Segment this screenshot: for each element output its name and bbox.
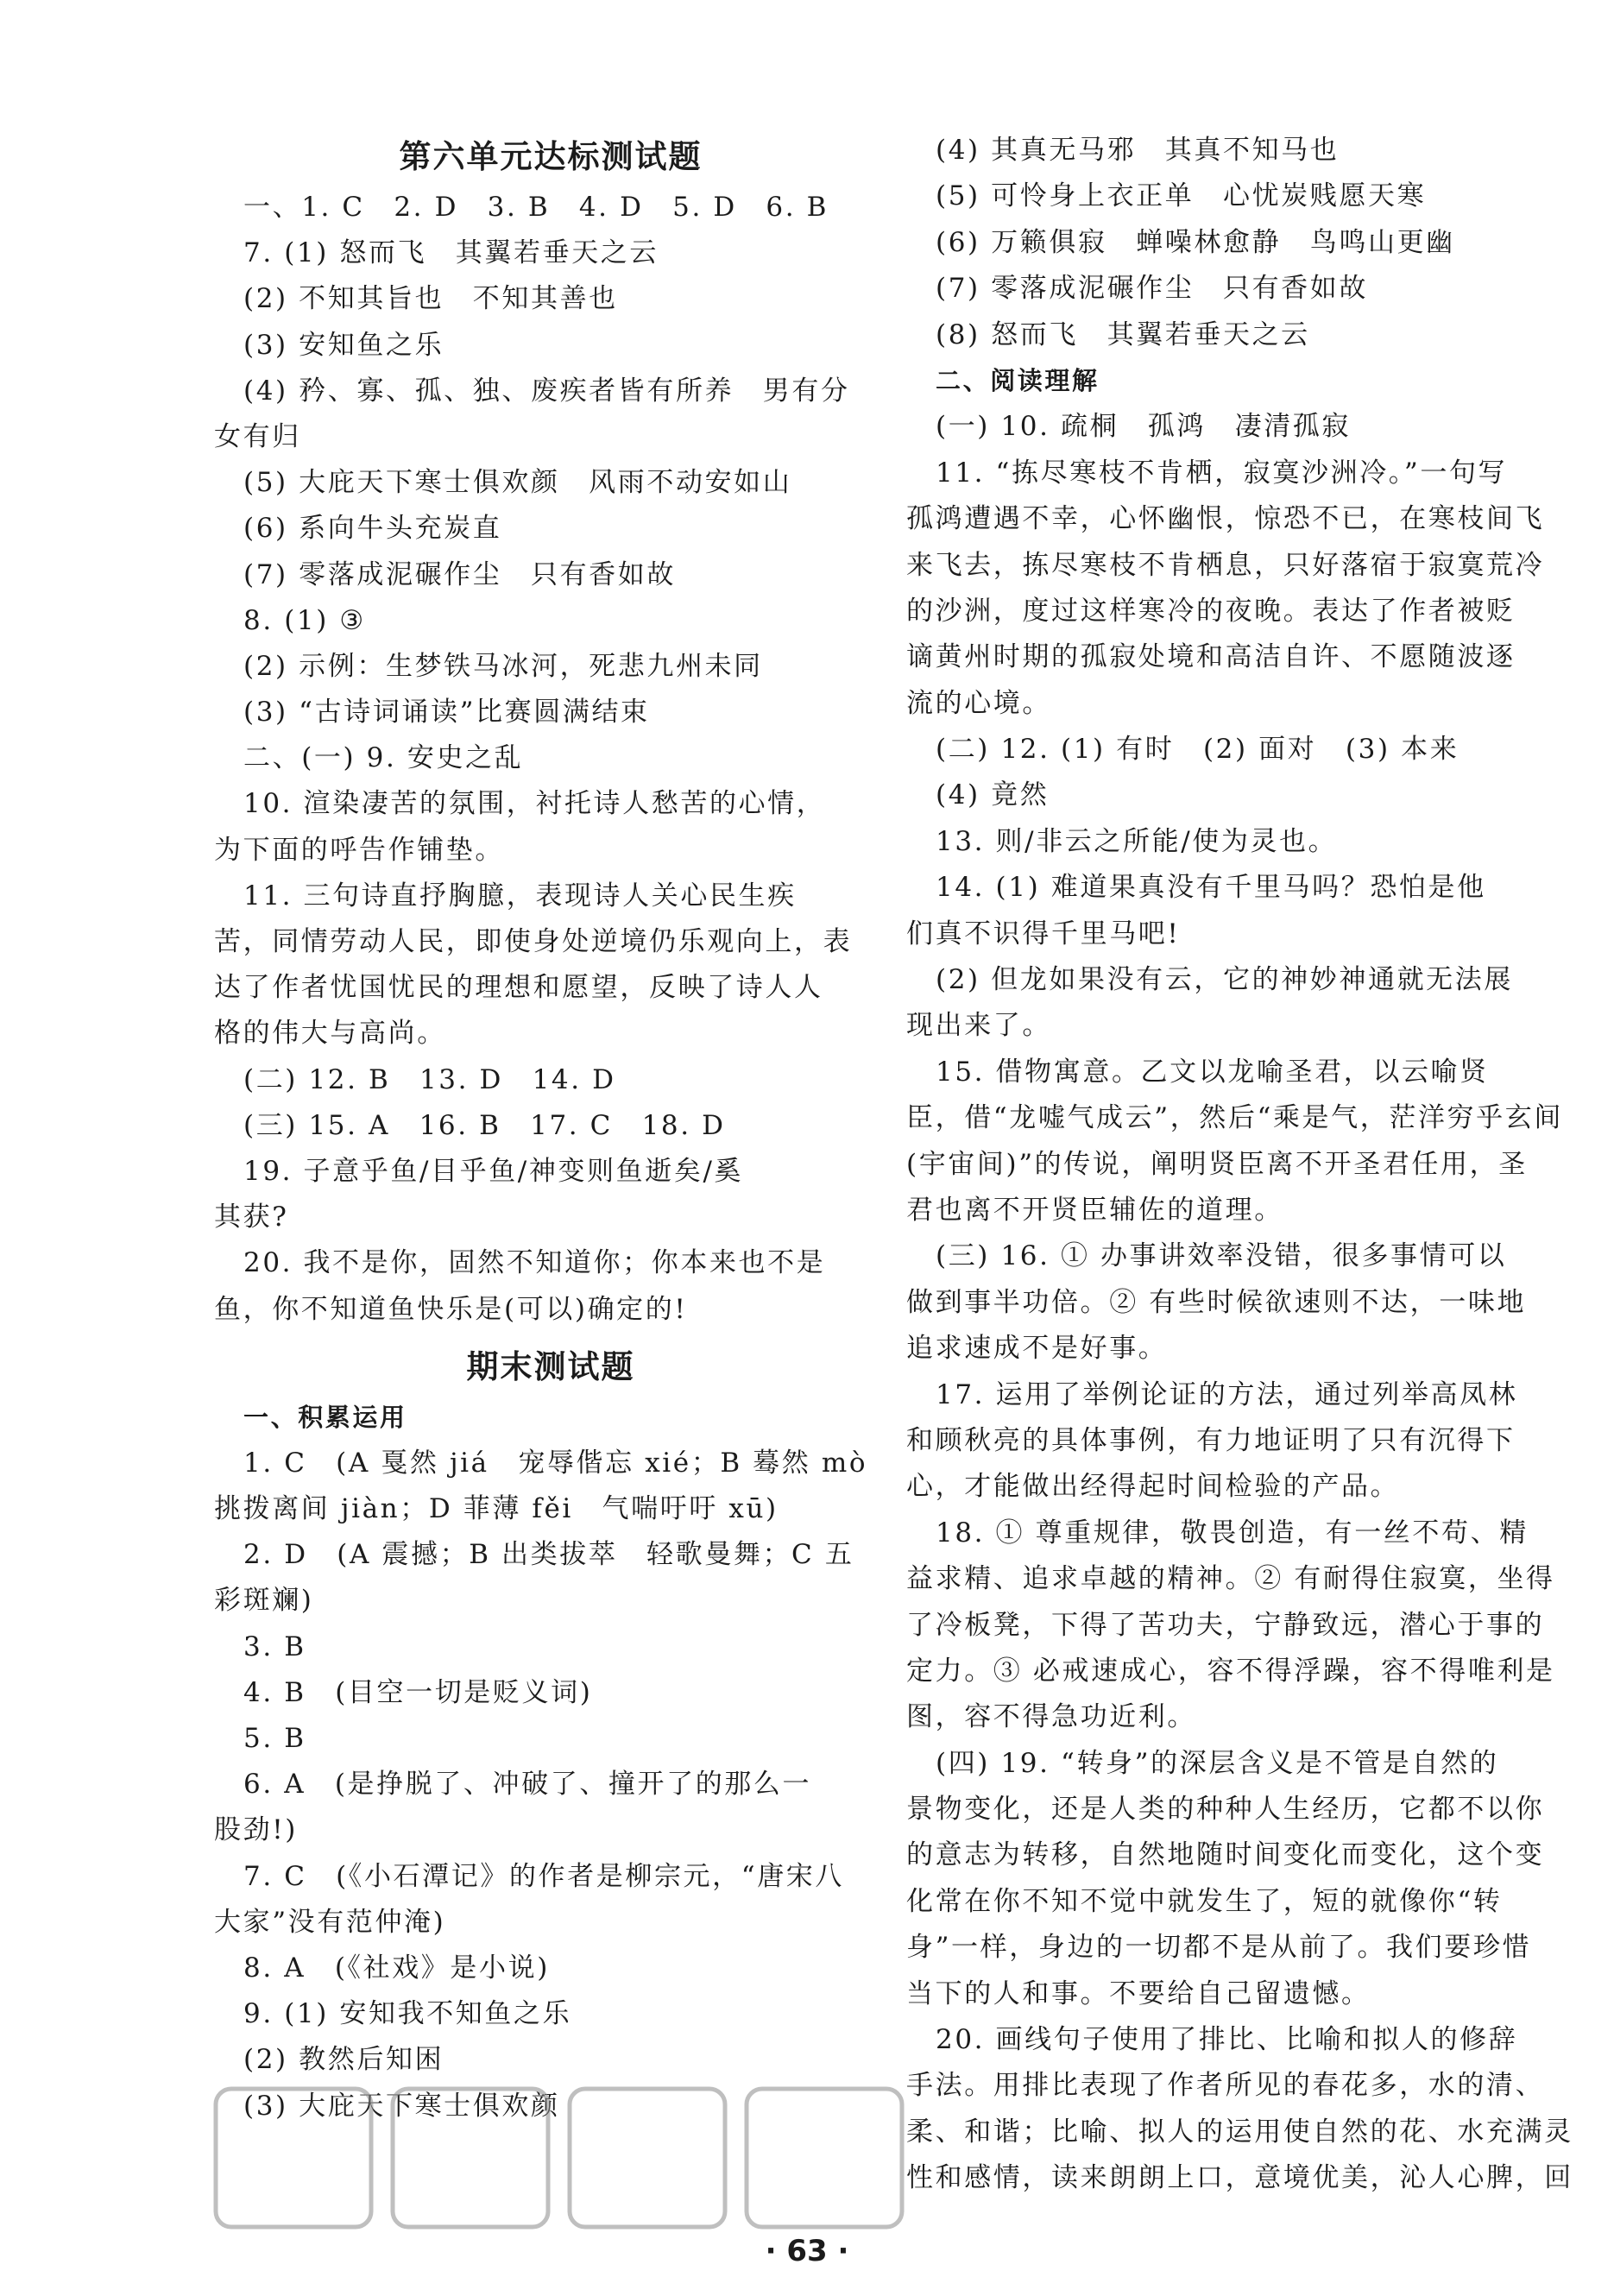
answer-line: 13. 则/非云之所能/使为灵也。 xyxy=(936,825,1338,857)
answer-line: 柔、和谐；比喻、拟人的运用使自然的花、水充满灵 xyxy=(906,2116,1573,2148)
answer-line: 11. 三句诗直抒胸臆，表现诗人关心民生疾 xyxy=(243,880,797,911)
answer-line: 心，才能做出经得起时间检验的产品。 xyxy=(906,1471,1400,1503)
answer-line: 2. D (A 震撼；B 出类拔萃 轻歌曼舞；C 五 xyxy=(243,1539,854,1571)
answer-line: 19. 子意乎鱼/目乎鱼/神变则鱼逝矣/奚 xyxy=(243,1155,744,1187)
answer-line: 10. 渲染凄苦的氛围，衬托诗人愁苦的心情， xyxy=(243,788,826,820)
answer-line: 身”一样，身边的一切都不是从前了。我们要珍惜 xyxy=(906,1932,1532,1964)
answer-line: 达了作者忧国忧民的理想和愿望，反映了诗人人 xyxy=(214,972,823,1004)
answer-line: (三) 16. ① 办事讲效率没错，很多事情可以 xyxy=(936,1240,1507,1272)
answer-line: (一) 10. 疏桐 孤鸿 凄清孤寂 xyxy=(936,411,1351,443)
answer-line: 谪黄州时期的孤寂处境和高洁自许、不愿随波逐 xyxy=(906,641,1516,673)
answer-line: 手法。用排比表现了作者所见的春花多，水的清、 xyxy=(906,2070,1545,2102)
answer-line: 8. A (《社戏》是小说) xyxy=(243,1952,550,1984)
answer-line: 1. C (A 戛然 jiá 宠辱偕忘 xié；B 蓦然 mò xyxy=(243,1447,868,1479)
answer-line: 的沙洲，度过这样寒冷的夜晚。表达了作者被贬 xyxy=(906,595,1516,627)
answer-line: (二) 12. (1) 有时 (2) 面对 (3) 本来 xyxy=(936,734,1460,766)
answer-line: (7) 零落成泥碾作尘 只有香如故 xyxy=(243,558,676,590)
answer-line: (4) 矜、寡、孤、独、废疾者皆有所养 男有分 xyxy=(243,375,850,407)
answer-line: 20. 画线句子使用了排比、比喻和拟人的修辞 xyxy=(936,2024,1518,2056)
answer-line: 和顾秋亮的具体事例，有力地证明了只有沉得下 xyxy=(906,1424,1516,1456)
answer-line: (8) 怒而飞 其翼若垂天之云 xyxy=(936,319,1310,350)
answer-line: (二) 12. B 13. D 14. D xyxy=(243,1063,616,1095)
answer-line: 追求速成不是好事。 xyxy=(906,1333,1168,1365)
answer-line: (3) “古诗词诵读”比赛圆满结束 xyxy=(243,697,650,729)
answer-line: 鱼，你不知道鱼快乐是(可以)确定的! xyxy=(214,1293,688,1325)
answer-line: 定力。③ 必戒速成心，容不得浮躁，容不得唯利是 xyxy=(906,1655,1555,1687)
section-heading: 二、阅读理解 xyxy=(936,365,1100,395)
answer-line: 孤鸿遭遇不幸，心怀幽恨，惊恐不已，在寒枝间飞 xyxy=(906,503,1545,535)
answer-line: 女有归 xyxy=(214,420,301,452)
answer-line: (3) 大庇天下寒士俱欢颜 xyxy=(243,2090,560,2122)
answer-line: 性和感情，读来朗朗上口，意境优美，沁人心脾，回 xyxy=(906,2162,1573,2194)
answer-line: 益求精、追求卓越的精神。② 有耐得住寂寞，坐得 xyxy=(906,1563,1555,1595)
answer-line: 二、(一) 9. 安史之乱 xyxy=(243,742,524,774)
answer-line: 7. C (《小石潭记》的作者是柳宗元，“唐宋八 xyxy=(243,1860,844,1892)
answer-line: 来飞去，拣尽寒枝不肯栖息，只好落宿于寂寞荒冷 xyxy=(906,549,1545,581)
answer-line: (2) 但龙如果没有云，它的神妙神通就无法展 xyxy=(936,964,1513,996)
answer-line: 大家”没有范仲淹) xyxy=(214,1906,446,1938)
answer-line: 现出来了。 xyxy=(906,1010,1051,1042)
reading-answers xyxy=(906,404,1579,2201)
answer-line: 彩斑斓) xyxy=(214,1585,314,1617)
answer-line: 图，容不得急功近利。 xyxy=(906,1701,1196,1733)
answer-line: (2) 教然后知困 xyxy=(243,2044,444,2076)
answer-line: (三) 15. A 16. B 17. C 18. D xyxy=(243,1109,726,1141)
answer-line: (2) 不知其旨也 不知其善也 xyxy=(243,283,618,315)
answer-line: 臣，借“龙嘘气成云”，然后“乘是气，茫洋穷乎玄间 xyxy=(906,1102,1563,1134)
answer-line: (4) 竟然 xyxy=(936,779,1050,811)
answer-line: 股劲!) xyxy=(214,1814,298,1846)
unit6-answers xyxy=(214,185,887,1333)
answer-line: (5) 大庇天下寒士俱欢颜 风雨不动安如山 xyxy=(243,467,792,499)
answer-line: (5) 可怜身上衣正单 心忧炭贱愿天寒 xyxy=(936,180,1427,212)
answer-line: 11. “拣尽寒枝不肯栖，寂寞沙洲冷。”一句写 xyxy=(936,457,1508,489)
answer-line: (6) 万籁俱寂 蝉噪林愈静 鸟鸣山更幽 xyxy=(936,226,1455,258)
answer-line: 14. (1) 难道果真没有千里马吗？恐怕是他 xyxy=(936,872,1486,904)
page-number: · 63 · xyxy=(765,2234,849,2268)
left-column xyxy=(214,129,887,2129)
answer-line: 苦，同情劳动人民，即使身处逆境仍乐观向上，表 xyxy=(214,926,853,957)
answer-line: 其获? xyxy=(214,1202,289,1233)
answer-line: 格的伟大与高尚。 xyxy=(214,1018,446,1050)
answer-line: 17. 运用了举例论证的方法，通过列举高凤林 xyxy=(936,1378,1518,1410)
answer-line: 18. ① 尊重规律，敬畏创造，有一丝不苟、精 xyxy=(936,1517,1529,1549)
section-heading: 一、积累运用 xyxy=(243,1402,407,1432)
recitation-answers xyxy=(906,128,1579,358)
answer-line: 了冷板凳，下得了苦功夫，宁静致远，潜心于事的 xyxy=(906,1609,1545,1641)
answer-line: 20. 我不是你，固然不知道你；你本来也不是 xyxy=(243,1247,826,1279)
answer-line: (宇宙间)”的传说，阐明贤臣离不开圣君任用，圣 xyxy=(906,1148,1528,1180)
answer-line: 6. A (是挣脱了、冲破了、撞开了的那么一 xyxy=(243,1769,812,1801)
answer-line: (4) 其真无马邪 其真不知马也 xyxy=(936,135,1340,166)
answer-line: (7) 零落成泥碾作尘 只有香如故 xyxy=(936,273,1368,305)
answer-line: 景物变化，还是人类的种种人生经历，它都不以你 xyxy=(906,1794,1545,1826)
answer-line: 化常在你不知不觉中就发生了，短的就像你“转 xyxy=(906,1885,1503,1917)
right-column xyxy=(906,128,1579,2202)
answer-line: 们真不识得千里马吧! xyxy=(906,918,1181,949)
answer-line: 做到事半功倍。② 有些时候欲速则不达，一味地 xyxy=(906,1286,1527,1318)
answer-line: (四) 19. “转身”的深层含义是不管是自然的 xyxy=(936,1747,1499,1779)
answer-line: 15. 借物寓意。乙文以龙喻圣君，以云喻贤 xyxy=(936,1056,1489,1088)
answer-line: 7. (1) 怒而飞 其翼若垂天之云 xyxy=(243,237,659,269)
answer-line: (2) 示例：生梦铁马冰河，死悲九州未同 xyxy=(243,650,763,682)
answer-line: 一、1. C 2. D 3. B 4. D 5. D 6. B xyxy=(243,192,829,223)
answer-line: (3) 安知鱼之乐 xyxy=(243,329,444,361)
answer-line: 为下面的呼告作铺垫。 xyxy=(214,834,504,866)
answer-line: 流的心境。 xyxy=(906,687,1051,719)
answer-line: 的意志为转移，自然地随时间变化而变化，这个变 xyxy=(906,1839,1545,1871)
answer-line: 9. (1) 安知我不知鱼之乐 xyxy=(243,1998,572,2030)
unit6-heading: 第六单元达标测试题 xyxy=(399,138,703,175)
answer-line: 4. B (目空一切是贬义词) xyxy=(243,1676,593,1708)
final-answers xyxy=(214,1441,887,2129)
answer-line: 8. (1) ③ xyxy=(243,604,366,636)
answer-line: 挑拨离间 jiàn；D 菲薄 fěi 气喘吁吁 xū) xyxy=(214,1493,779,1525)
answer-line: (6) 系向牛头充炭直 xyxy=(243,513,502,545)
answer-line: 君也离不开贤臣辅佐的道理。 xyxy=(906,1194,1283,1226)
answer-line: 当下的人和事。不要给自己留遗憾。 xyxy=(906,1977,1371,2009)
answer-line: 5. B xyxy=(243,1723,306,1754)
answer-line: 3. B xyxy=(243,1631,306,1662)
final-exam-heading: 期末测试题 xyxy=(466,1347,635,1385)
